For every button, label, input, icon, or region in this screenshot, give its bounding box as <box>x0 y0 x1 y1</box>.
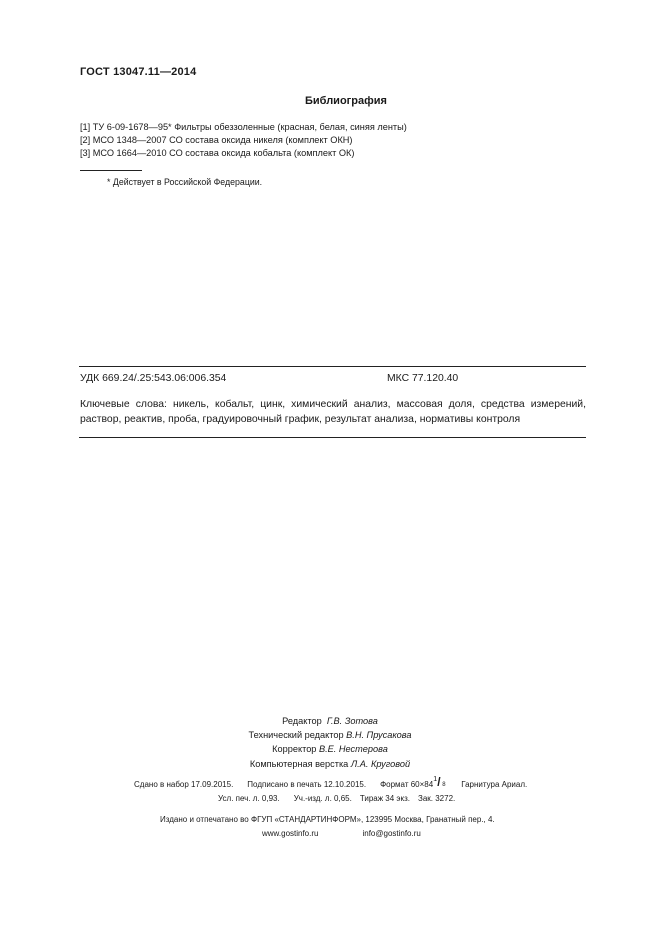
website-link[interactable]: www.gostinfo.ru <box>262 829 319 838</box>
udk-code: УДК 669.24/.25:543.06:006.354 <box>80 373 227 384</box>
imprint-line-1 <box>134 775 528 789</box>
publisher-address: Издано и отпечатано во ФГУП «СТАНДАРТИНФОРМ», 123995 Москва, Гранатный пер., 4. <box>160 815 495 824</box>
bibliography-list <box>80 121 407 161</box>
format-fraction: 1 / 8 <box>433 775 446 789</box>
tech-editor-line <box>180 728 480 742</box>
footnote-divider <box>80 170 142 171</box>
editor-label: Редактор <box>282 716 322 726</box>
layout-label: Компьютерная верстка <box>249 758 349 769</box>
corrector-label: Корректор <box>272 744 317 755</box>
document-code: ГОСТ 13047.11—2014 <box>80 66 197 78</box>
print-sheets: Усл. печ. л. 0,93. <box>218 794 280 803</box>
email-link[interactable]: info@gostinfo.ru <box>362 829 421 838</box>
signed-date: Подписано в печать 12.10.2015. <box>247 780 367 789</box>
editor-name: Г.В. Зотова <box>326 716 378 726</box>
bibliography-item: [1] ТУ 6-09-1678—95* Фильтры обеззоленные (красная, белая, синяя ленты) <box>80 122 407 132</box>
typeface: Гарнитура Ариал. <box>461 780 528 789</box>
imprint-line-2 <box>218 794 455 803</box>
mks-code: МКС 77.120.40 <box>387 373 459 384</box>
editor-line <box>180 714 480 728</box>
keywords: Ключевые слова: никель, кобальт, цинк, химический анализ, массовая доля, средства измерений, раствор, реактив, проба, градуировочный график, результат анализа, нормативы контроля <box>80 399 586 425</box>
print-run: Тираж 34 экз. <box>359 794 410 803</box>
corrector-line <box>180 742 480 756</box>
layout-line <box>180 757 480 771</box>
footnote: * Действует в Российской Федерации. <box>107 177 263 187</box>
layout-name: Л.А. Круговой <box>350 758 411 769</box>
bibliography-item: [3] МСО 1664—2010 СО состава оксида кобальта (комплект ОК) <box>80 148 355 159</box>
corrector-name: В.Е. Нестерова <box>318 744 388 755</box>
classification-top-rule <box>79 366 586 367</box>
editorial-staff <box>180 714 480 771</box>
bibliography-item: [2] МСО 1348—2007 СО состава оксида никеля (комплект ОКН) <box>80 135 353 146</box>
order-number: Зак. 3272. <box>418 794 456 803</box>
bibliography-title: Библиография <box>305 95 387 107</box>
publishing-sheets: Уч.-изд. л. 0,65. <box>293 794 352 803</box>
classification-bottom-rule <box>79 437 586 438</box>
paper-format: Формат 60×84 <box>380 780 434 789</box>
sent-date: Сдано в набор 17.09.2015. <box>134 780 234 789</box>
publisher-contacts <box>262 829 421 838</box>
tech-editor-name: В.Н. Прусакова <box>346 730 412 741</box>
tech-editor-label: Технический редактор <box>248 730 344 741</box>
